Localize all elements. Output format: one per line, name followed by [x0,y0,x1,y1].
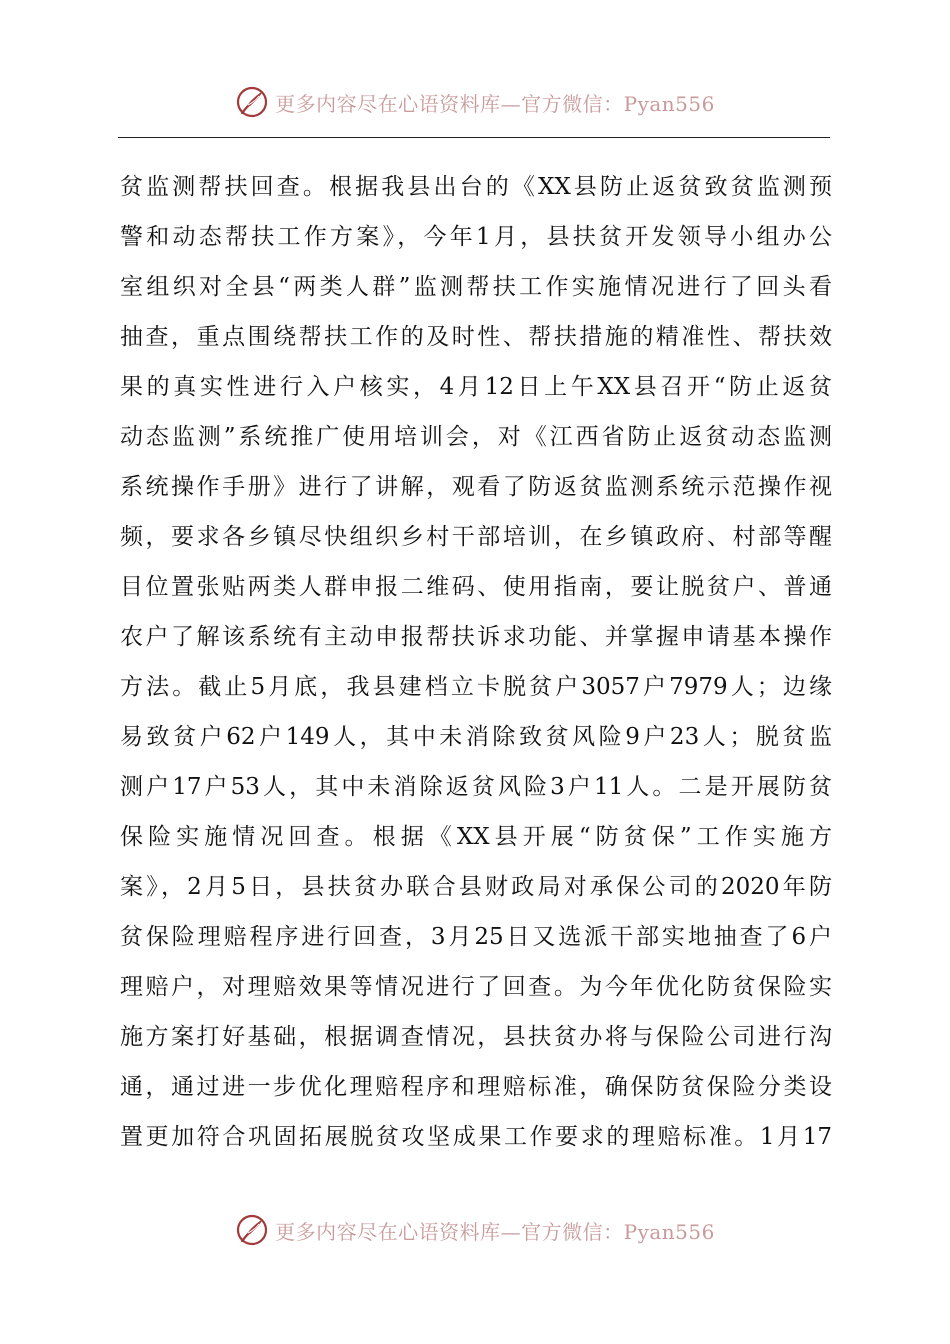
quill-logo-icon [235,1213,269,1247]
body-line: 案》，2月5日，县扶贫办联合县财政局对承保公司的2020年防 [120,874,832,900]
document-body [120,162,832,1162]
body-line: 测户17户53人，其中未消除返贫风险3户11人。二是开展防贫 [120,774,832,800]
body-line: 置更加符合巩固拓展脱贫攻坚成果工作要求的理赔标准。1月17 [120,1124,832,1150]
header-banner [0,80,950,124]
body-line: 频，要求各乡镇尽快组织乡村干部培训，在乡镇政府、村部等醒 [120,524,832,550]
body-line: 警和动态帮扶工作方案》，今年1月，县扶贫开发领导小组办公 [120,224,832,250]
body-line: 果的真实性进行入户核实，4月12日上午XX县召开“防止返贫 [120,374,832,400]
body-line: 抽查，重点围绕帮扶工作的及时性、帮扶措施的精准性、帮扶效 [120,324,832,350]
quill-logo-icon [235,85,269,119]
body-line: 系统操作手册》进行了讲解，观看了防返贫监测系统示范操作视 [120,474,832,500]
body-line: 目位置张贴两类人群申报二维码、使用指南，要让脱贫户、普通 [120,574,832,600]
footer-banner [0,1208,950,1252]
body-line: 农户了解该系统有主动申报帮扶诉求功能、并掌握申请基本操作 [120,624,832,650]
body-line: 通，通过进一步优化理赔程序和理赔标准，确保防贫保险分类设 [120,1074,832,1100]
body-line: 保险实施情况回查。根据《XX县开展“防贫保”工作实施方 [120,824,832,850]
body-line: 室组织对全县“两类人群”监测帮扶工作实施情况进行了回头看 [120,274,832,300]
header-divider [118,137,830,138]
body-line: 理赔户，对理赔效果等情况进行了回查。为今年优化防贫保险实 [120,974,832,1000]
body-line: 动态监测”系统推广使用培训会，对《江西省防止返贫动态监测 [120,424,832,450]
body-line: 贫监测帮扶回查。根据我县出台的《XX县防止返贫致贫监测预 [120,174,832,200]
footer-banner-text: 更多内容尽在心语资料库—官方微信：Pyan556 [275,1219,715,1244]
header-banner-text: 更多内容尽在心语资料库—官方微信：Pyan556 [275,91,715,116]
body-line: 施方案打好基础，根据调查情况，县扶贫办将与保险公司进行沟 [120,1024,832,1050]
body-line: 易致贫户62户149人，其中未消除致贫风险9户23人；脱贫监 [120,724,832,750]
body-line: 贫保险理赔程序进行回查，3月25日又选派干部实地抽查了6户 [120,924,832,950]
body-line: 方法。截止5月底，我县建档立卡脱贫户3057户7979人；边缘 [120,674,832,700]
